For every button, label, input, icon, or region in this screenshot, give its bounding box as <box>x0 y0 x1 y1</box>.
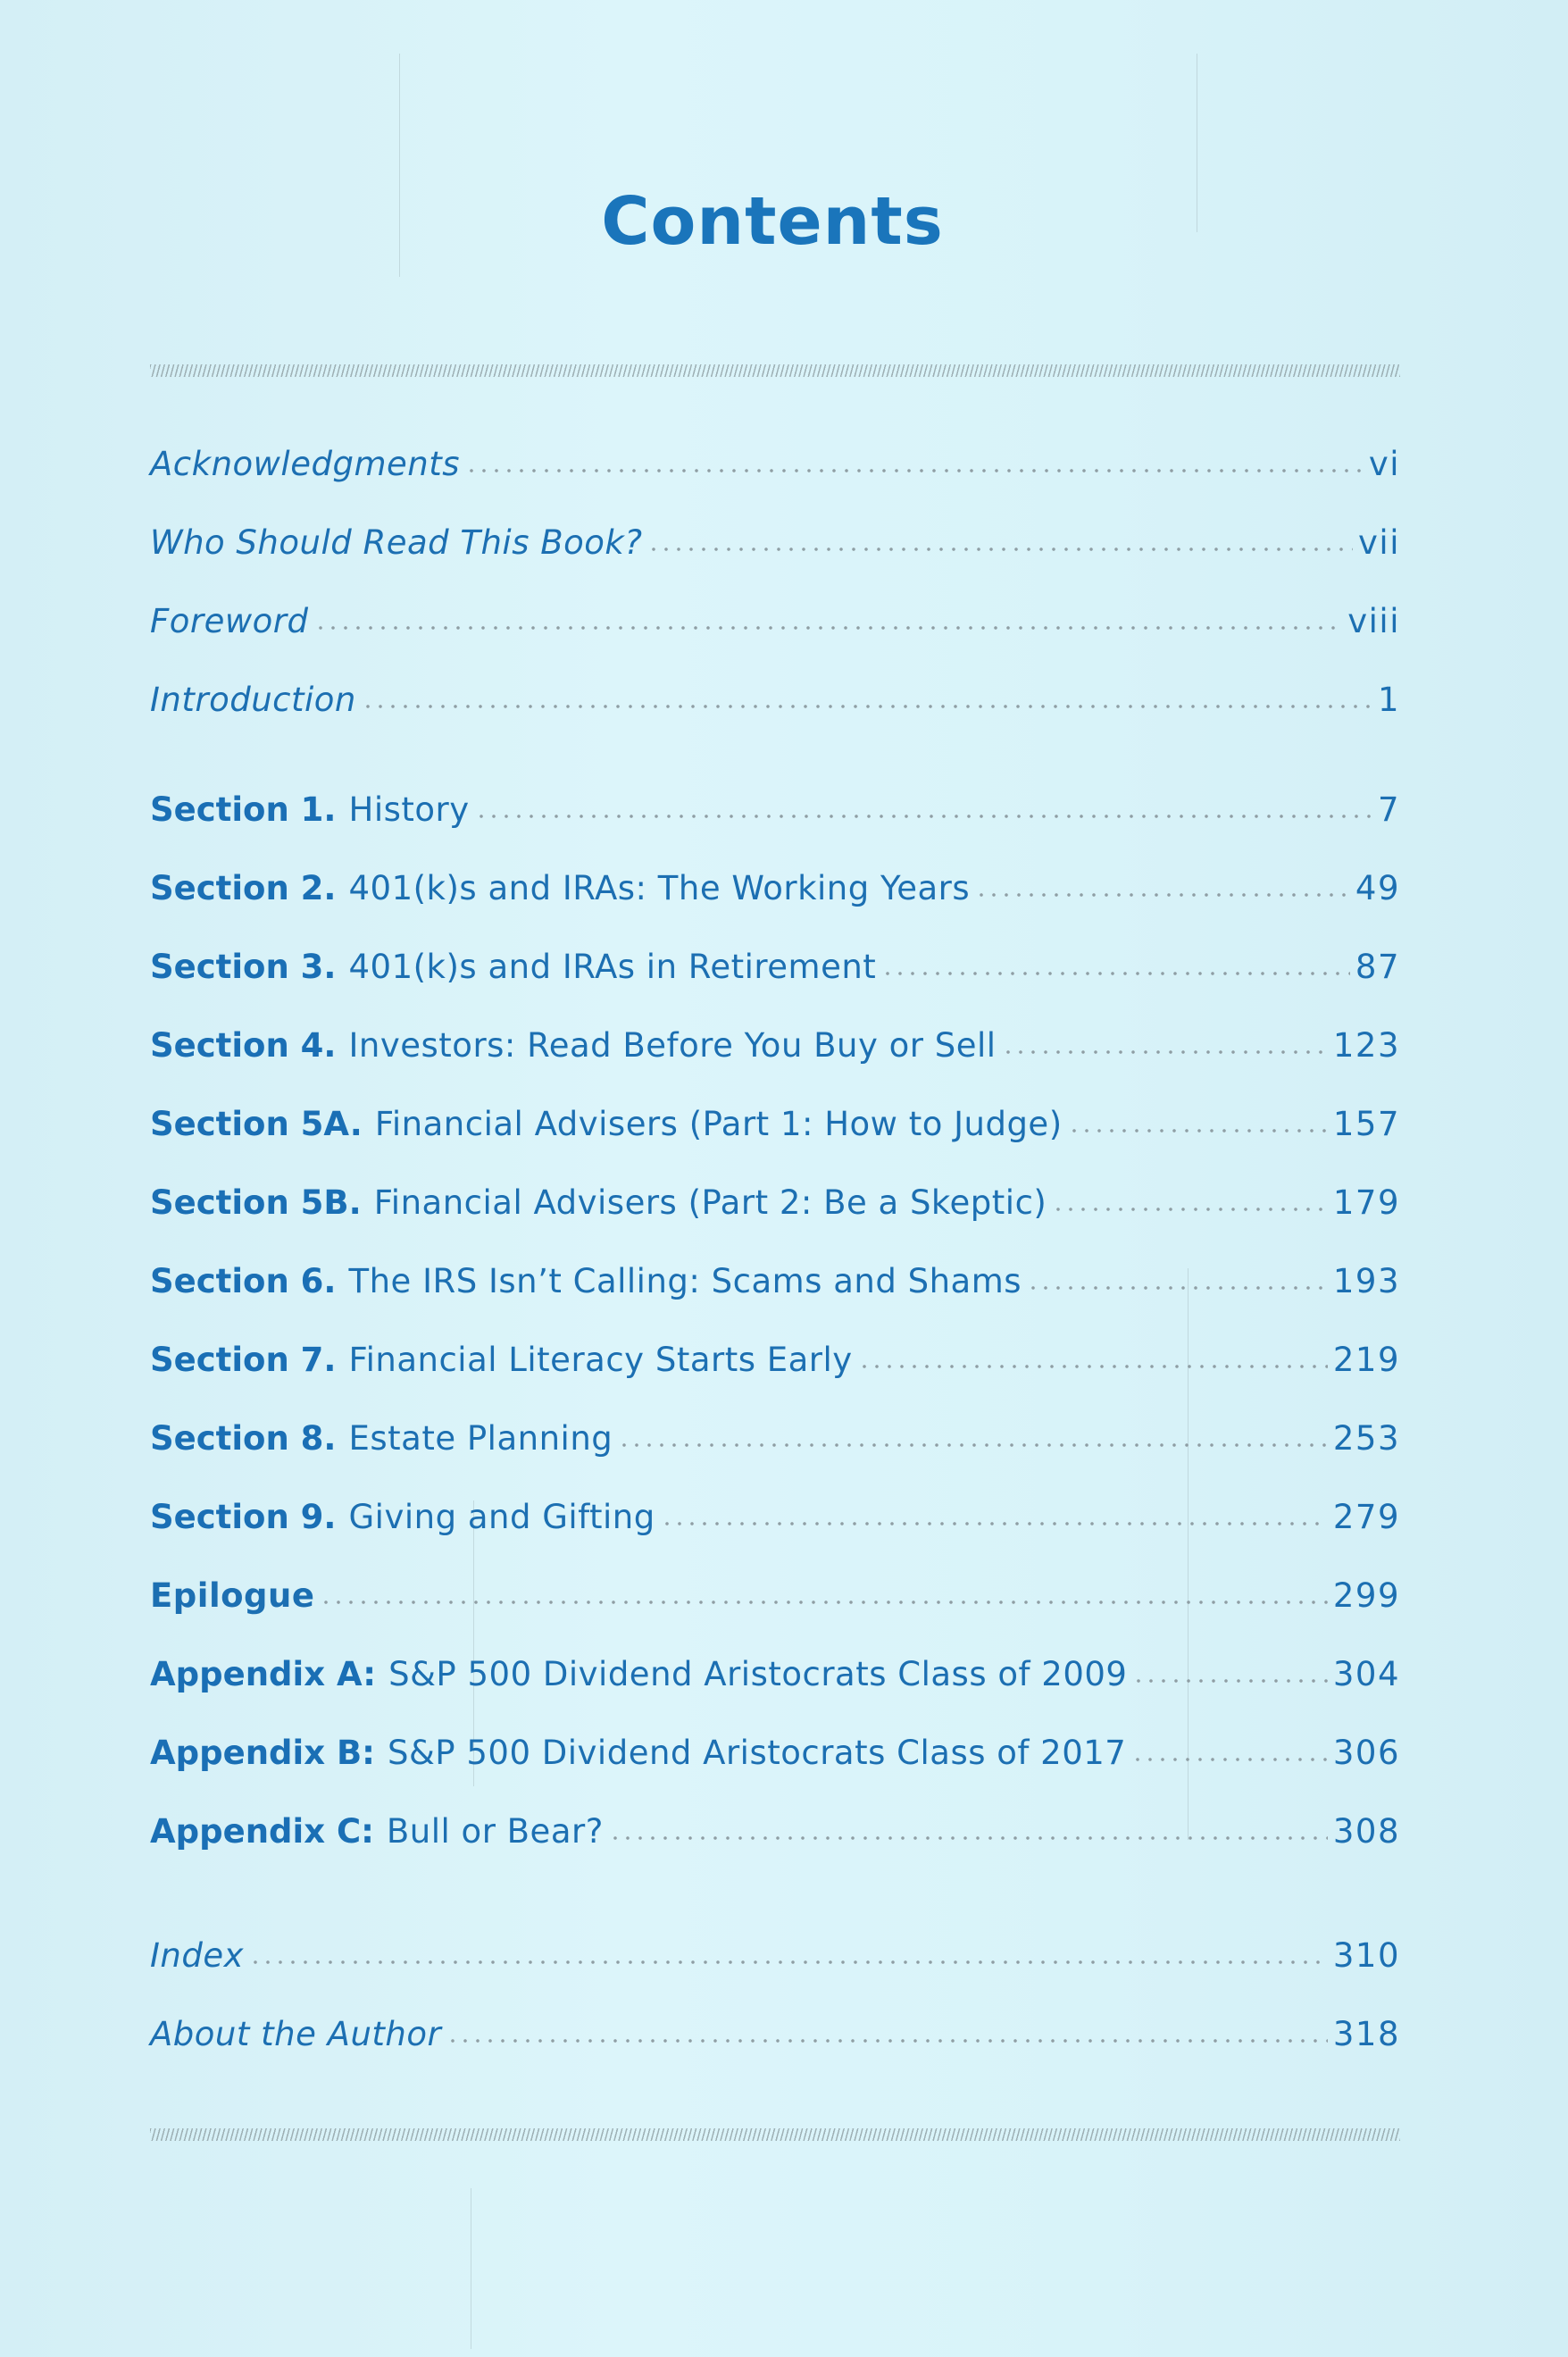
entry-label: Introduction <box>150 681 356 719</box>
dot-leader <box>249 1960 1328 1965</box>
page-number: 7 <box>1377 790 1400 829</box>
entry-label: Index <box>150 1936 245 1975</box>
toc-entry-section-5b[interactable] <box>150 1183 1400 1228</box>
dot-leader <box>609 1835 1328 1841</box>
page-number: 219 <box>1332 1341 1400 1379</box>
page-number: viii <box>1347 602 1400 640</box>
entry-label: 401(k)s and IRAs: The Working Years <box>348 869 971 907</box>
page-number: 193 <box>1332 1262 1400 1300</box>
dot-leader <box>1132 1678 1327 1684</box>
dot-leader <box>881 971 1350 976</box>
dot-leader <box>858 1364 1328 1369</box>
page-number: 179 <box>1332 1183 1400 1222</box>
toc-entry-appendix-c[interactable] <box>150 1812 1400 1857</box>
page-number: 308 <box>1332 1812 1400 1851</box>
toc-entry-foreword[interactable] <box>150 602 1400 647</box>
dot-leader <box>1002 1049 1328 1055</box>
dot-leader <box>1027 1285 1328 1291</box>
toc-entry-who-should-read[interactable] <box>150 523 1400 568</box>
toc-entry-introduction[interactable] <box>150 681 1400 725</box>
section-number: Section 6. <box>150 1262 337 1300</box>
section-number: Section 5B. <box>150 1183 362 1222</box>
page-number: 279 <box>1332 1498 1400 1536</box>
page-number: 310 <box>1332 1936 1400 1975</box>
page-number: 253 <box>1332 1419 1400 1458</box>
appendix-letter: Appendix A: <box>150 1655 377 1693</box>
entry-label: Acknowledgments <box>150 445 460 483</box>
entry-label: Financial Advisers (Part 2: Be a Skeptic) <box>373 1183 1047 1222</box>
dot-leader <box>465 468 1364 473</box>
section-number: Section 2. <box>150 869 337 907</box>
section-number: Section 8. <box>150 1419 337 1458</box>
entry-label: Giving and Gifting <box>348 1498 655 1536</box>
entry-label: S&P 500 Dividend Aristocrats Class of 2017 <box>387 1734 1127 1772</box>
page-number: 304 <box>1332 1655 1400 1693</box>
page-number: 157 <box>1332 1105 1400 1143</box>
toc-entry-section-7[interactable] <box>150 1341 1400 1385</box>
entry-label: History <box>348 790 470 829</box>
page-number: 1 <box>1377 681 1400 719</box>
dot-leader <box>1068 1128 1328 1133</box>
dot-leader <box>362 704 1372 709</box>
entry-label: Financial Advisers (Part 1: How to Judge) <box>374 1105 1063 1143</box>
appendix-letter: Appendix C: <box>150 1812 374 1851</box>
entry-label: S&P 500 Dividend Aristocrats Class of 2009 <box>388 1655 1128 1693</box>
toc-entry-section-4[interactable] <box>150 1026 1400 1071</box>
toc-entry-section-2[interactable] <box>150 869 1400 914</box>
dot-leader <box>446 2038 1328 2044</box>
section-number: Section 1. <box>150 790 337 829</box>
page-number: vi <box>1368 445 1400 483</box>
page-number: 123 <box>1332 1026 1400 1065</box>
toc-entry-about-the-author[interactable] <box>150 2015 1400 2060</box>
toc-entry-section-1[interactable] <box>150 790 1400 835</box>
toc-entry-acknowledgments[interactable] <box>150 445 1400 489</box>
toc-entry-section-9[interactable] <box>150 1498 1400 1542</box>
section-number: Section 7. <box>150 1341 337 1379</box>
dot-leader <box>975 892 1350 898</box>
entry-label: Estate Planning <box>348 1419 613 1458</box>
toc-entry-section-6[interactable] <box>150 1262 1400 1307</box>
entry-label: Financial Literacy Starts Early <box>348 1341 853 1379</box>
entry-label: Bull or Bear? <box>386 1812 604 1851</box>
toc-entry-appendix-a[interactable] <box>150 1655 1400 1700</box>
entry-label: Investors: Read Before You Buy or Sell <box>348 1026 997 1065</box>
dot-leader <box>475 814 1372 819</box>
entry-label: Who Should Read This Book? <box>150 523 643 562</box>
page-number: 49 <box>1355 869 1400 907</box>
entry-label: The IRS Isn’t Calling: Scams and Shams <box>348 1262 1022 1300</box>
appendix-letter: Appendix B: <box>150 1734 375 1772</box>
page-number: 318 <box>1332 2015 1400 2053</box>
page-number: 306 <box>1332 1734 1400 1772</box>
toc-entry-epilogue[interactable] <box>150 1576 1400 1621</box>
section-number: Section 5A. <box>150 1105 363 1143</box>
page-number: vii <box>1358 523 1400 562</box>
dot-leader <box>647 547 1353 552</box>
dot-leader <box>618 1442 1328 1448</box>
page-title: Contents <box>601 183 944 260</box>
top-divider <box>150 364 1400 377</box>
toc-entry-appendix-b[interactable] <box>150 1734 1400 1778</box>
dot-leader <box>1131 1757 1328 1762</box>
section-number: Section 9. <box>150 1498 337 1536</box>
bottom-divider <box>150 2128 1400 2141</box>
dot-leader <box>661 1521 1328 1526</box>
entry-label: 401(k)s and IRAs in Retirement <box>348 948 877 986</box>
page-number: 87 <box>1355 948 1400 986</box>
entry-label: Epilogue <box>150 1576 315 1615</box>
dot-leader <box>314 625 1343 631</box>
toc-entry-section-3[interactable] <box>150 948 1400 992</box>
toc-entry-section-5a[interactable] <box>150 1105 1400 1149</box>
page-number: 299 <box>1332 1576 1400 1615</box>
entry-label: Foreword <box>150 602 309 640</box>
dot-leader <box>1052 1207 1328 1212</box>
entry-label: About the Author <box>150 2015 442 2053</box>
toc-entry-section-8[interactable] <box>150 1419 1400 1464</box>
toc-entry-index[interactable] <box>150 1936 1400 1981</box>
section-number: Section 3. <box>150 948 337 986</box>
dot-leader <box>320 1600 1327 1605</box>
section-number: Section 4. <box>150 1026 337 1065</box>
